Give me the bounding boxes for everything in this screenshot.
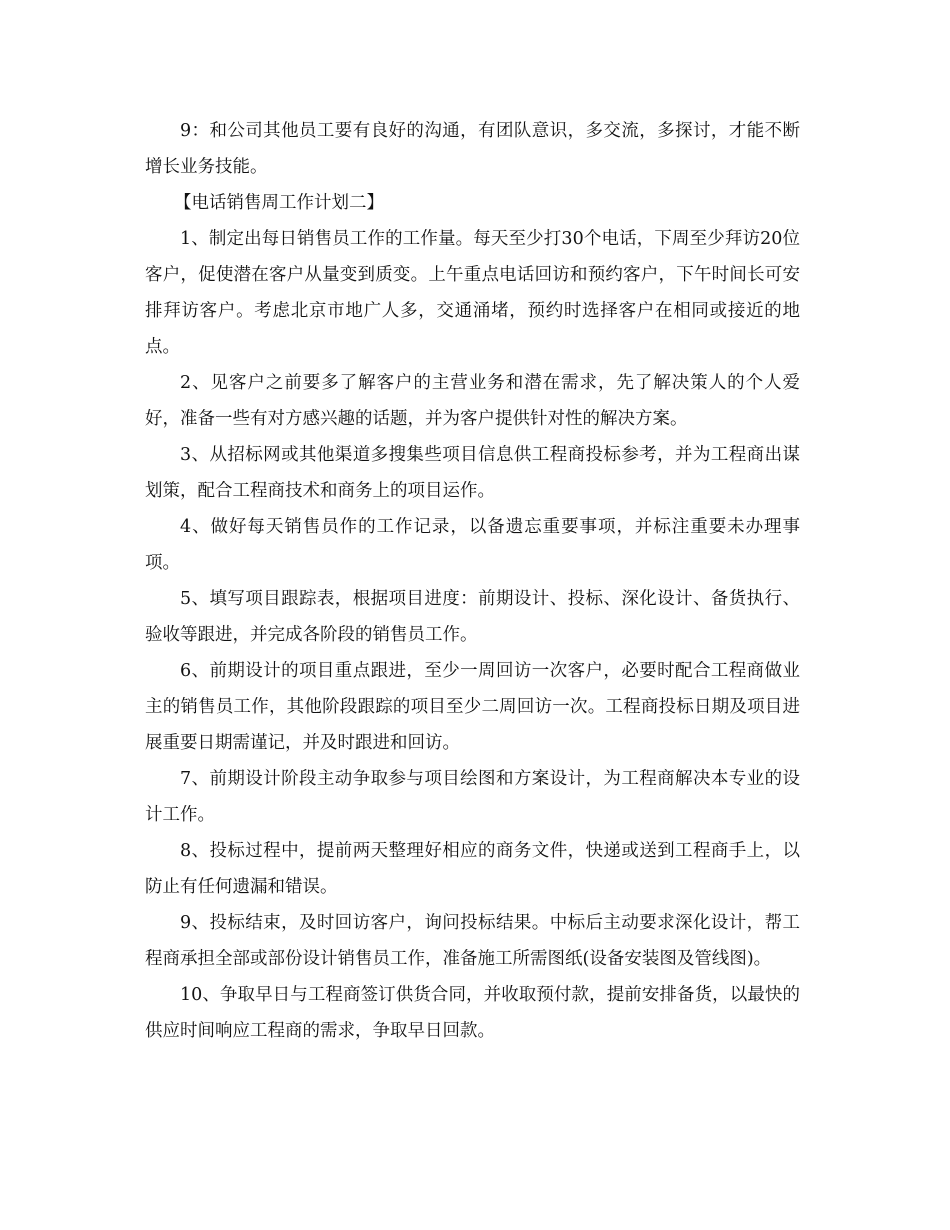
paragraph-item-6: 6、前期设计的项目重点跟进，至少一周回访一次客户，必要时配合工程商做业主的销售员工作，其他阶段跟踪的项目至少二周回访一次。工程商投标日期及项目进展重要日期需谨记，并及时跟进和回访。 — [145, 661, 800, 753]
paragraph-item-9: 9、投标结束，及时回访客户，询问投标结果。中标后主动要求深化设计，帮工程商承担全部或部份设计销售员工作，准备施工所需图纸(设备安装图及管线图)。 — [145, 913, 800, 969]
document-body — [145, 113, 800, 1049]
paragraph-item-2: 2、见客户之前要多了解客户的主营业务和潜在需求，先了解决策人的个人爱好，准备一些有对方感兴趣的话题，并为客户提供针对性的解决方案。 — [145, 373, 800, 429]
paragraph-item-8: 8、投标过程中，提前两天整理好相应的商务文件，快递或送到工程商手上，以防止有任何遗漏和错误。 — [145, 841, 800, 897]
paragraph-item-10: 10、争取早日与工程商签订供货合同，并收取预付款，提前安排备货，以最快的供应时间响应工程商的需求，争取早日回款。 — [145, 985, 800, 1041]
paragraph-teamwork: 9：和公司其他员工要有良好的沟通，有团队意识，多交流，多探讨，才能不断增长业务技能。 — [145, 121, 800, 177]
paragraph-item-1: 1、制定出每日销售员工作的工作量。每天至少打30个电话，下周至少拜访20位客户，促使潜在客户从量变到质变。上午重点电话回访和预约客户，下午时间长可安排拜访客户。考虑北京市地广人多，交通涌堵，预约时选择客户在相同或接近的地点。 — [145, 229, 800, 357]
section-heading: 【电话销售周工作计划二】 — [174, 193, 384, 213]
paragraph-item-4: 4、做好每天销售员作的工作记录，以备遗忘重要事项，并标注重要未办理事项。 — [145, 517, 800, 573]
paragraph-item-3: 3、从招标网或其他渠道多搜集些项目信息供工程商投标参考，并为工程商出谋划策，配合工程商技术和商务上的项目运作。 — [145, 445, 800, 501]
paragraph-item-7: 7、前期设计阶段主动争取参与项目绘图和方案设计，为工程商解决本专业的设计工作。 — [145, 769, 800, 825]
paragraph-item-5: 5、填写项目跟踪表，根据项目进度：前期设计、投标、深化设计、备货执行、验收等跟进，并完成各阶段的销售员工作。 — [145, 589, 800, 645]
